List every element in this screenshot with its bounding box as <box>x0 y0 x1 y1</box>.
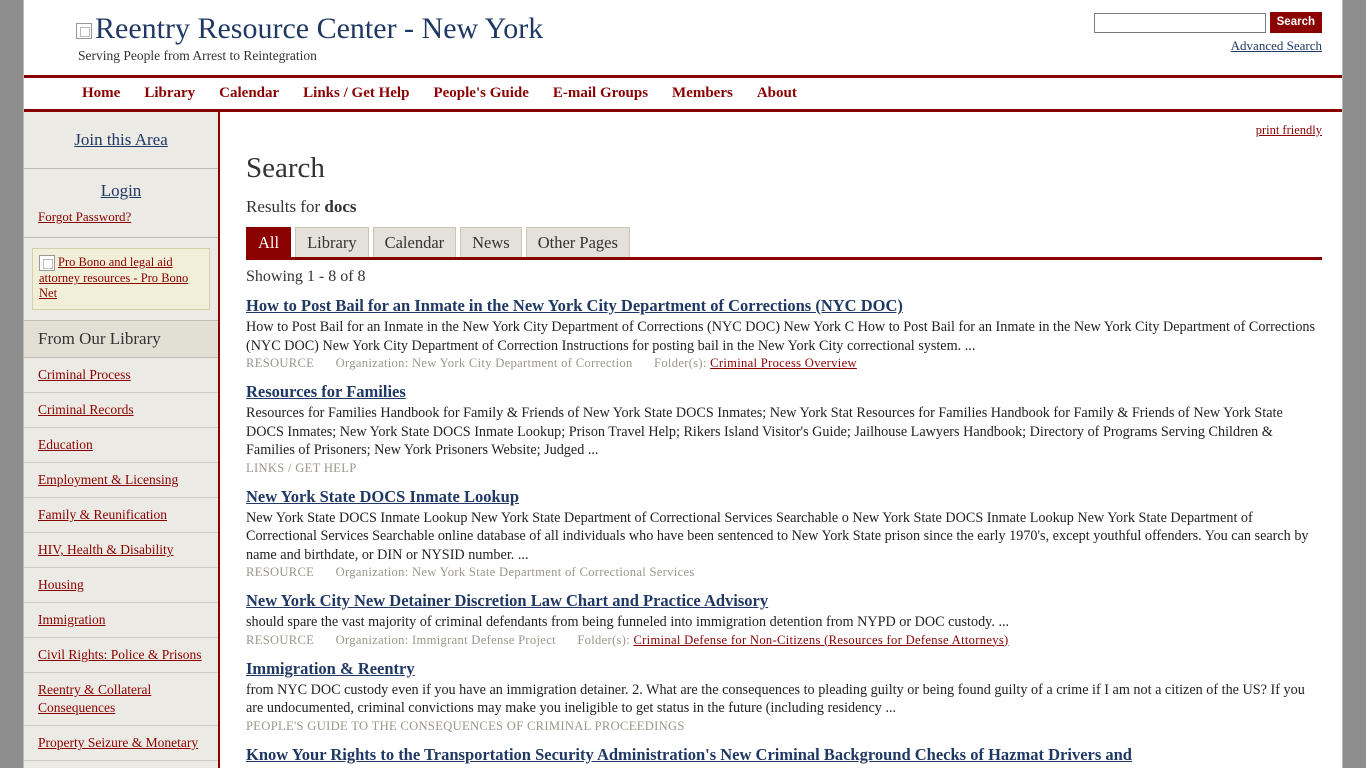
nav-item-about[interactable]: About <box>756 85 797 101</box>
result-title-link[interactable]: New York State DOCS Inmate Lookup <box>246 486 520 506</box>
search-result <box>246 487 1322 581</box>
nav-item-library[interactable]: Library <box>144 85 196 101</box>
results-for-prefix: Results for <box>246 197 325 216</box>
main-navigation <box>24 78 1342 112</box>
broken-image-icon <box>39 255 55 271</box>
result-folders-label: Folder(s): <box>654 356 707 370</box>
sidebar-item-family-reunification[interactable]: Family & Reunification <box>38 507 167 523</box>
list-item[interactable] <box>24 568 218 603</box>
result-organization: Organization: New York State Department of Correctional Services <box>335 565 695 579</box>
result-snippet: New York State DOCS Inmate Lookup New York State Department of Correctional Services Searchable o New York State DOCS Inmate Lookup New York State Department of Correctional Services Searchable online database of all individuals who have been sentenced to New York State prison since the early 1970's, except youthful offenders. You can search by name and birthdate, or DIN or NYSID number. ... <box>246 509 1309 563</box>
result-snippet: from NYC DOC custody even if you have an immigration detainer. 2. What are the consequences to pleading guilty or being found guilty of a crime if I am not a citizen of the US? If you are undocumented, criminal convictions may make you ineligible to get status in the future (including residency ... <box>246 681 1305 716</box>
sidebar-item-immigration[interactable]: Immigration <box>38 612 106 628</box>
tab-other-pages[interactable]: Other Pages <box>526 227 630 257</box>
advanced-search-link[interactable]: Advanced Search <box>1230 38 1322 53</box>
result-tabs <box>246 227 1322 257</box>
result-meta <box>246 719 1322 734</box>
tab-library[interactable]: Library <box>295 227 368 257</box>
result-meta <box>246 565 1322 580</box>
search-result <box>246 382 1322 476</box>
result-snippet: How to Post Bail for an Inmate in the New York City Department of Corrections (NYC DOC) New York C How to Post Bail for an Inmate in the New York City Department of Corrections (NYC DOC) New York City Department of Correction Instructions for posting bail in the New York City correctional system. ... <box>246 319 1316 354</box>
result-snippet: Resources for Families Handbook for Family & Friends of New York State DOCS Inmates; New York Stat Resources for Families Handbook for Family & Friends of New York State DOCS Inmates; New York State DOCS Inmate Lookup; Prison Travel Help; Rikers Island Visitor's Guide; Jailhouse Lawyers Handbook; Directory of Programs Serving Children & Families of Prisoners; New York Prisoners Website; Judged ... <box>246 405 1283 458</box>
library-heading: From Our Library <box>24 320 218 358</box>
nav-item-links-get-help[interactable]: Links / Get Help <box>303 85 410 101</box>
search-result <box>246 296 1322 371</box>
sidebar <box>24 112 220 768</box>
result-meta <box>246 356 1322 371</box>
result-title-link[interactable]: Immigration & Reentry <box>246 658 415 678</box>
site-header <box>24 0 1342 78</box>
list-item[interactable] <box>24 638 218 673</box>
promo-line-3: Bono Net <box>39 271 189 301</box>
nav-item-members[interactable]: Members <box>672 85 733 101</box>
result-category: RESOURCE <box>246 632 315 647</box>
page-title: Search <box>246 152 325 184</box>
tabs-divider <box>246 257 1322 260</box>
nav-item-email-groups[interactable]: E-mail Groups <box>552 85 649 101</box>
list-item[interactable] <box>24 358 218 393</box>
list-item[interactable] <box>24 463 218 498</box>
result-snippet: should spare the vast majority of criminal defendants from being funneled into immigration detention from NYPD or DOC custody. ... <box>246 614 1010 630</box>
forgot-password-link[interactable]: Forgot Password? <box>38 209 132 224</box>
result-folders-label: Folder(s): <box>577 632 631 647</box>
promo-banner[interactable] <box>32 248 210 310</box>
result-category: RESOURCE <box>246 356 315 370</box>
result-folder-link[interactable]: Criminal Process Overview <box>710 356 857 370</box>
nav-item-calendar[interactable]: Calendar <box>219 85 280 101</box>
promo-line-1: Pro Bono and legal aid <box>58 255 173 269</box>
tab-news[interactable]: News <box>460 227 522 257</box>
join-this-area-link[interactable]: Join this Area <box>74 130 168 149</box>
list-item[interactable] <box>24 393 218 428</box>
site-tagline: Serving People from Arrest to Reintegration <box>78 48 317 63</box>
search-result <box>246 591 1322 648</box>
promo-link[interactable] <box>39 255 203 301</box>
login-link[interactable]: Login <box>100 181 142 200</box>
search-button[interactable]: Search <box>1270 12 1322 33</box>
result-folder-link[interactable]: Criminal Defense for Non-Citizens (Resources for Defense Attorneys) <box>633 632 1009 647</box>
sidebar-item-reentry-collateral-consequences[interactable]: Reentry & Collateral Consequences <box>38 682 152 716</box>
page-container <box>23 0 1343 768</box>
list-item[interactable] <box>24 603 218 638</box>
tab-all[interactable]: All <box>246 227 291 257</box>
search-input[interactable] <box>1094 13 1266 33</box>
body-wrapper <box>24 112 1342 768</box>
search-query: docs <box>324 197 357 216</box>
result-category: RESOURCE <box>246 565 315 579</box>
login-block <box>24 169 218 238</box>
result-title-link[interactable]: Resources for Families <box>246 382 406 401</box>
result-organization: Organization: New York City Department of Correction <box>335 356 633 370</box>
join-block <box>24 112 218 169</box>
site-title-text: Reentry Resource Center - New York <box>95 12 544 45</box>
results-count: Showing 1 - 8 of 8 <box>246 268 366 285</box>
result-title-link[interactable]: New York City New Detainer Discretion Law Chart and Practice Advisory <box>246 591 769 610</box>
library-list <box>24 358 218 761</box>
list-item[interactable] <box>24 726 218 761</box>
sidebar-item-civil-rights-police-prisons[interactable]: Civil Rights: Police & Prisons <box>38 647 202 663</box>
sidebar-item-criminal-records[interactable]: Criminal Records <box>38 402 134 418</box>
nav-item-peoples-guide[interactable]: People's Guide <box>433 85 529 101</box>
result-category: LINKS / GET HELP <box>246 460 357 475</box>
result-title-link[interactable]: Know Your Rights to the Transportation Security Administration's New Criminal Background Checks of Hazmat Drivers and <box>246 744 1132 764</box>
tab-calendar[interactable]: Calendar <box>373 227 457 257</box>
result-organization: Organization: Immigrant Defense Project <box>335 632 556 647</box>
sidebar-item-property-seizure-monetary[interactable]: Property Seizure & Monetary <box>38 735 199 751</box>
results-for-label <box>246 197 1322 217</box>
search-result <box>246 659 1322 734</box>
sidebar-item-criminal-process[interactable]: Criminal Process <box>38 367 131 383</box>
list-item[interactable] <box>24 533 218 568</box>
print-friendly-link[interactable]: print friendly <box>1255 123 1322 137</box>
list-item[interactable] <box>24 673 218 726</box>
result-category: PEOPLE'S GUIDE TO THE CONSEQUENCES OF CRIMINAL PROCEEDINGS <box>246 718 685 733</box>
result-title-link[interactable]: How to Post Bail for an Inmate in the New York City Department of Corrections (NYC DOC) <box>246 296 903 315</box>
result-meta <box>246 633 1322 648</box>
nav-item-home[interactable]: Home <box>82 85 121 101</box>
main-content <box>220 112 1342 768</box>
list-item[interactable] <box>24 498 218 533</box>
result-meta <box>246 461 1322 476</box>
sidebar-item-education[interactable]: Education <box>38 437 93 453</box>
sidebar-item-employment-licensing[interactable]: Employment & Licensing <box>38 472 179 488</box>
header-search <box>1094 12 1322 54</box>
broken-image-icon <box>76 23 92 39</box>
sidebar-item-housing[interactable]: Housing <box>38 577 84 593</box>
search-result <box>246 745 1322 765</box>
promo-line-2: attorney resources - Pro <box>39 271 159 286</box>
sidebar-item-hiv-health-disability[interactable]: HIV, Health & Disability <box>38 542 174 558</box>
list-item[interactable] <box>24 428 218 463</box>
